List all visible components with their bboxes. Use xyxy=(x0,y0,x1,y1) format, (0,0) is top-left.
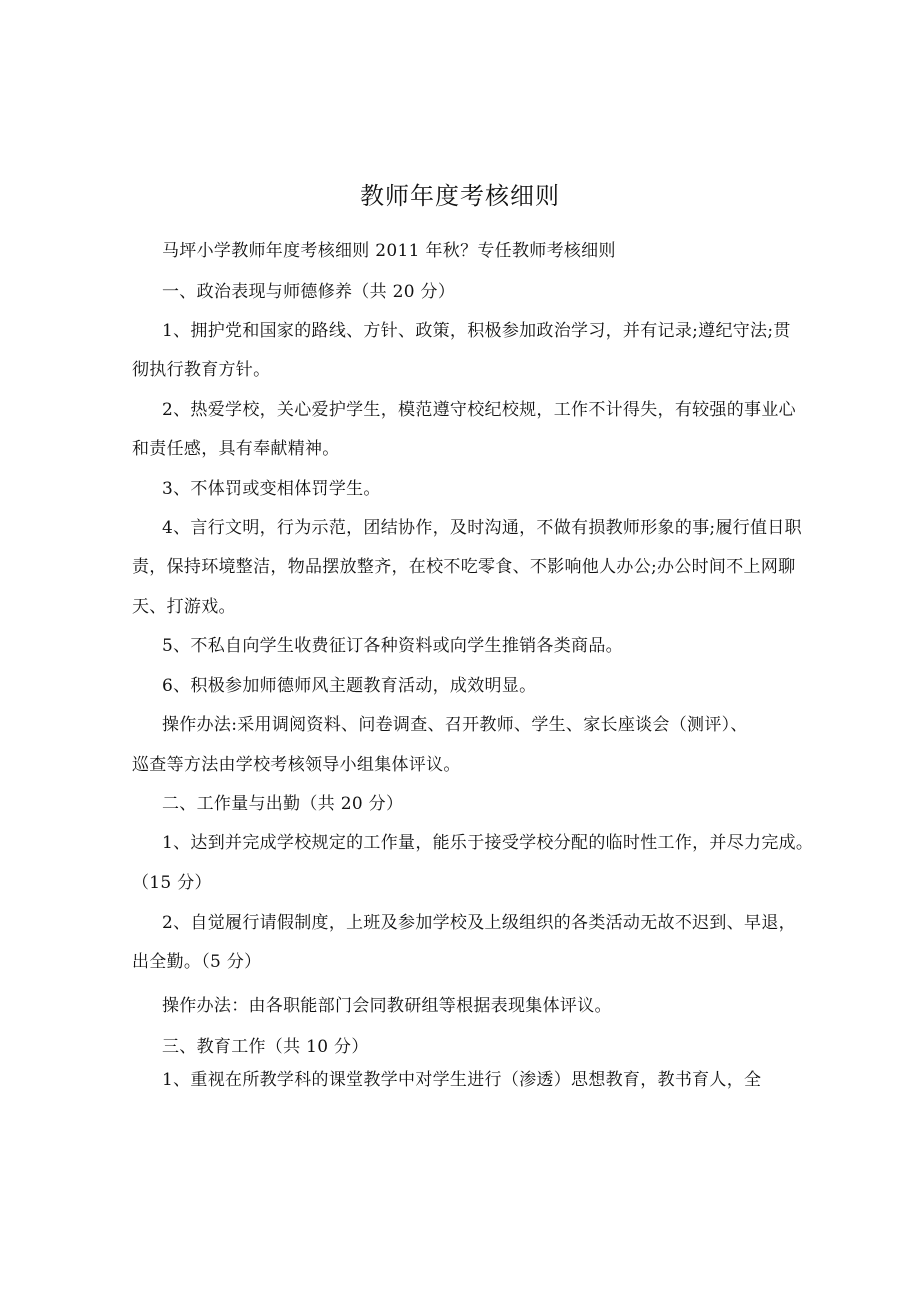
paragraph-line: 1、重视在所教学科的课堂教学中对学生进行（渗透）思想教育，教书育人，全 xyxy=(162,1070,762,1090)
section-heading-1: 一、政治表现与师德修养（共 20 分） xyxy=(162,282,456,302)
paragraph-line: 5、不私自向学生收费征订各种资料或向学生推销各类商品。 xyxy=(162,636,623,656)
paragraph-line: 6、积极参加师德师风主题教育活动，成效明显。 xyxy=(162,676,537,696)
paragraph-line: 操作办法:采用调阅资料、问卷调查、召开教师、学生、家长座谈会（测评）、 xyxy=(162,715,748,735)
paragraph-line: 巡查等方法由学校考核领导小组集体评议。 xyxy=(132,755,461,775)
paragraph-line: 彻执行教育方针。 xyxy=(132,360,271,380)
paragraph-line: 责，保持环境整洁，物品摆放整齐，在校不吃零食、不影响他人办公;办公时间不上网聊 xyxy=(132,557,796,577)
document-title: 教师年度考核细则 xyxy=(360,182,560,210)
paragraph-line: （15 分） xyxy=(132,873,212,893)
section-heading-2: 二、工作量与出勤（共 20 分） xyxy=(162,794,404,814)
paragraph-line: 和责任感，具有奉献精神。 xyxy=(132,439,340,459)
section-heading-3: 三、教育工作（共 10 分） xyxy=(162,1037,369,1057)
paragraph-line: 2、自觉履行请假制度，上班及参加学校及上级组织的各类活动无故不迟到、早退， xyxy=(162,913,796,933)
subtitle-line: 马坪小学教师年度考核细则 2011 年秋？专任教师考核细则 xyxy=(162,241,616,261)
paragraph-line: 操作办法：由各职能部门会同教研组等根据表现集体评议。 xyxy=(162,996,612,1016)
paragraph-line: 1、达到并完成学校规定的工作量，能乐于接受学校分配的临时性工作，并尽力完成。 xyxy=(162,833,814,853)
paragraph-line: 4、言行文明，行为示范，团结协作，及时沟通，不做有损教师形象的事;履行值日职 xyxy=(162,518,802,538)
paragraph-line: 1、拥护党和国家的路线、方针、政策，积极参加政治学习，并有记录;遵纪守法;贯 xyxy=(162,321,791,341)
paragraph-line: 2、热爱学校，关心爱护学生，模范遵守校纪校规，工作不计得失，有较强的事业心 xyxy=(162,400,796,420)
paragraph-line: 天、打游戏。 xyxy=(132,597,236,617)
paragraph-line: 出全勤。（5 分） xyxy=(132,952,262,972)
paragraph-line: 3、不体罚或变相体罚学生。 xyxy=(162,479,381,499)
